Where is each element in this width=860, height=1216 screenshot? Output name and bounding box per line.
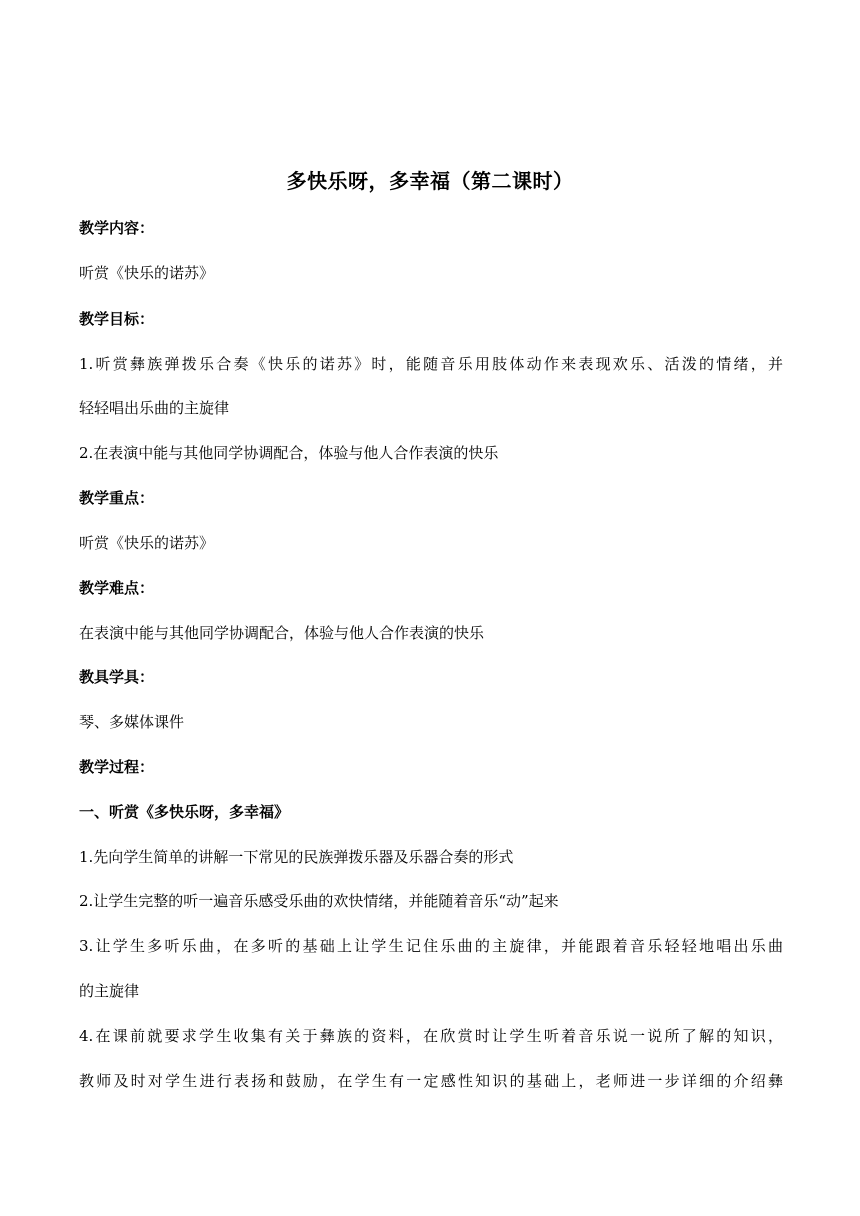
difficulty-text: 在表演中能与其他同学协调配合，体验与他人合作表演的快乐 <box>79 624 485 642</box>
focus-heading: 教学重点： <box>79 489 155 507</box>
focus-text: 听赏《快乐的诺苏》 <box>79 534 215 552</box>
tools-heading: 教具学具： <box>79 668 155 686</box>
content-heading: 教学内容： <box>79 219 155 237</box>
step-2: 2.让学生完整的听一遍音乐感受乐曲的欢快情绪，并能随着音乐“动”起来 <box>79 892 559 910</box>
section-1-heading: 一、听赏《多快乐呀，多幸福》 <box>79 803 290 821</box>
document-title: 多快乐呀，多幸福（第二课时） <box>286 169 574 193</box>
content-text: 听赏《快乐的诺苏》 <box>79 264 215 282</box>
step-3-line-1: 3.让学生多听乐曲，在多听的基础上让学生记住乐曲的主旋律，并能跟着音乐轻轻地唱出乐曲 <box>79 937 783 955</box>
goal-1-line-1: 1.听赏彝族弹拨乐合奏《快乐的诺苏》时，能随音乐用肢体动作来表现欢乐、活泼的情绪，并 <box>79 355 783 373</box>
difficulty-heading: 教学难点： <box>79 579 155 597</box>
step-3-line-2: 的主旋律 <box>79 982 140 1000</box>
process-heading: 教学过程： <box>79 758 155 776</box>
step-1: 1.先向学生简单的讲解一下常见的民族弹拨乐器及乐器合奏的形式 <box>79 848 514 866</box>
tools-text: 琴、多媒体课件 <box>79 713 185 731</box>
step-4-line-1: 4.在课前就要求学生收集有关于彝族的资料，在欣赏时让学生听着音乐说一说所了解的知识， <box>79 1027 783 1045</box>
goal-1-line-2: 轻轻唱出乐曲的主旋律 <box>79 399 230 417</box>
goals-heading: 教学目标： <box>79 310 155 328</box>
goal-2: 2.在表演中能与其他同学协调配合，体验与他人合作表演的快乐 <box>79 444 499 462</box>
step-4-line-2: 教师及时对学生进行表扬和鼓励，在学生有一定感性知识的基础上，老师进一步详细的介绍彝 <box>79 1072 783 1090</box>
